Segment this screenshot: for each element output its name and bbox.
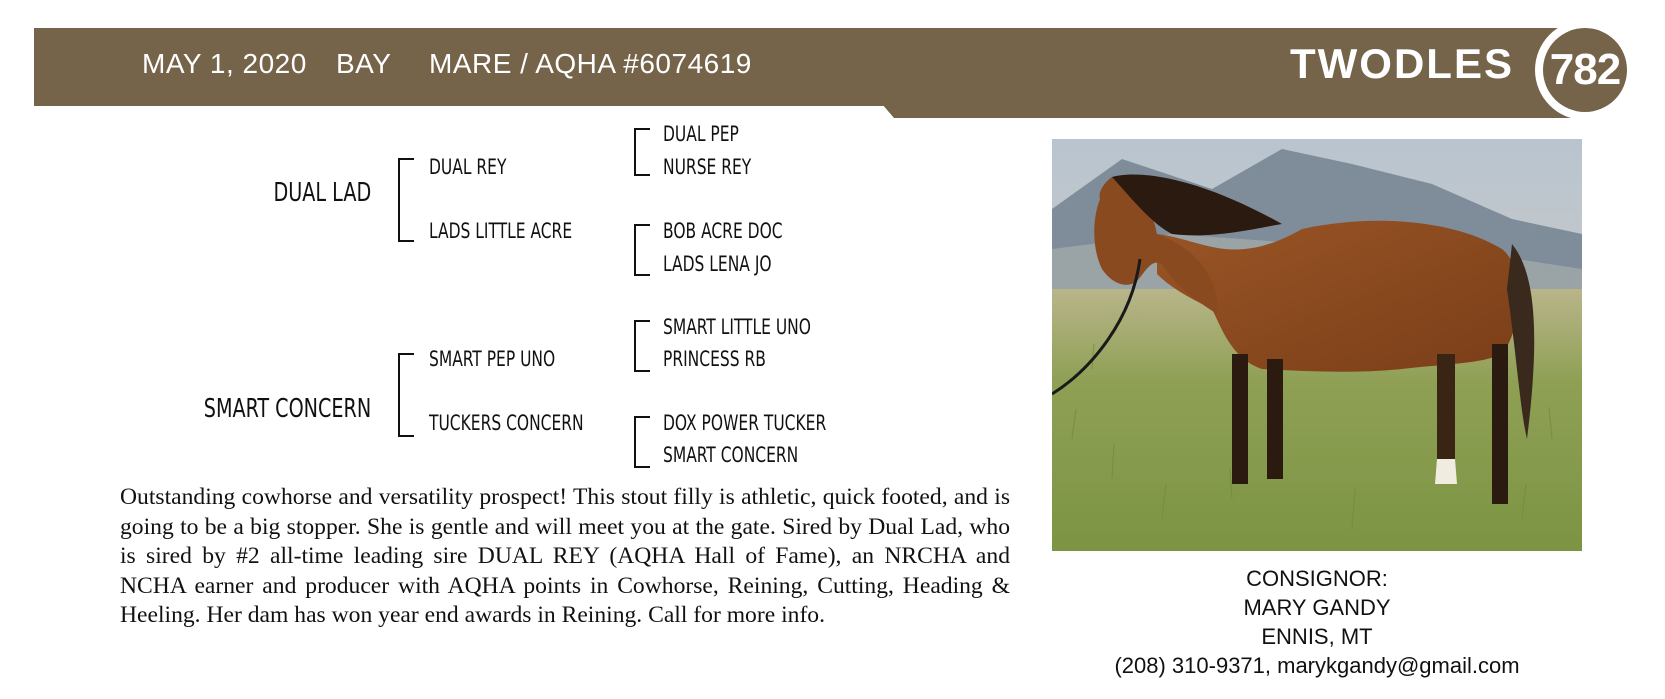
consignor-location: ENNIS, MT — [1261, 624, 1373, 649]
pedigree-dam-dam: TUCKERS CONCERN — [429, 411, 584, 435]
lot-number: 782 — [1543, 28, 1627, 112]
pedigree-sire-sire: DUAL REY — [429, 155, 507, 179]
horse-name: TWODLES — [1290, 40, 1514, 87]
foaling-date: MAY 1, 2020 — [142, 48, 307, 79]
pedigree-sire: DUAL LAD — [273, 178, 371, 208]
pedigree-dam-sire: SMART PEP UNO — [429, 347, 556, 371]
pedigree-bracket — [398, 353, 414, 437]
pedigree-dam-dam-sire: DOX POWER TUCKER — [663, 411, 827, 435]
pedigree-bracket — [634, 224, 650, 276]
pedigree-sire-sire-dam: NURSE REY — [663, 155, 752, 179]
registration: MARE / AQHA #6074619 — [429, 48, 752, 79]
pedigree-dam-dam-dam: SMART CONCERN — [663, 443, 799, 467]
pedigree-sire-sire-sire: DUAL PEP — [663, 122, 739, 146]
horse-color: BAY — [336, 48, 392, 79]
pedigree-sire-dam-sire: BOB ACRE DOC — [663, 219, 783, 243]
header-banner-tab — [882, 104, 1594, 118]
pedigree-bracket — [398, 158, 414, 242]
pedigree-dam-sire-dam: PRINCESS RB — [663, 347, 766, 371]
consignor-block — [1052, 564, 1582, 680]
pedigree-bracket — [634, 320, 650, 372]
pedigree-sire-dam-dam: LADS LENA JO — [663, 252, 772, 276]
pedigree-sire-dam: LADS LITTLE ACRE — [429, 219, 573, 243]
horse-description: Outstanding cowhorse and versatility prospect! This stout filly is athletic, quick footed, and is going to be a big stopper. She is gentle and will meet you at the gate. Sired by Dual Lad, who is sired by #2 all-time leading sire DUAL REY (AQHA Hall of Fame), an NRCHA and NCHA earner and producer with AQHA points in Cowhorse, Reining, Cutting, Heading & Heeling. Her dam has won year end awards in Reining. Call for more info. — [120, 484, 1010, 628]
pedigree-dam-sire-sire: SMART LITTLE UNO — [663, 315, 811, 339]
consignor-contact: (208) 310-9371, marykgandy@gmail.com — [1114, 653, 1520, 678]
pedigree-bracket — [634, 128, 650, 176]
pedigree-dam: SMART CONCERN — [203, 394, 371, 424]
consignor-name: MARY GANDY — [1243, 595, 1391, 620]
consignor-label: CONSIGNOR: — [1246, 566, 1388, 591]
pedigree-bracket — [634, 416, 650, 468]
horse-photo — [1052, 139, 1582, 551]
